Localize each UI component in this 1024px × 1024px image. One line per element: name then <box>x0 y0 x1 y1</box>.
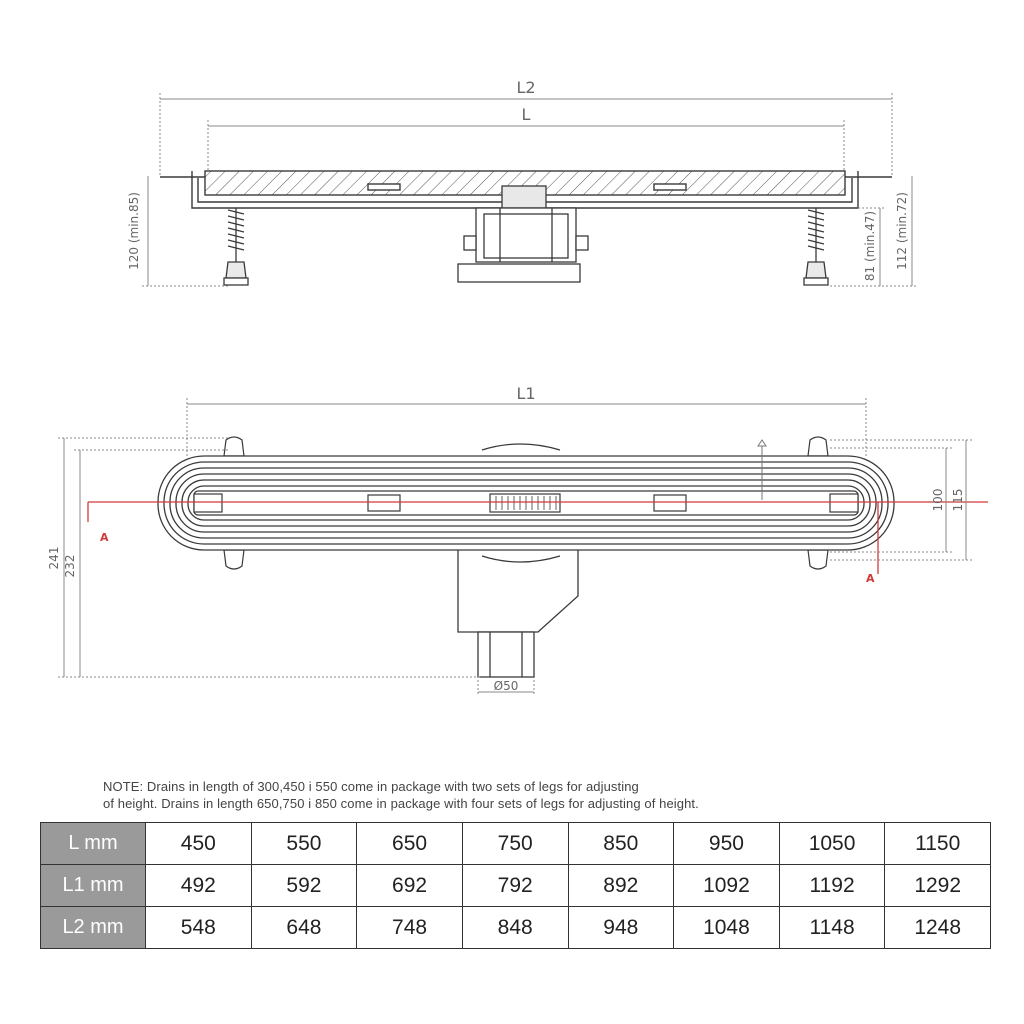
table-cell: 848 <box>462 907 568 949</box>
dimension-l1-label: L1 <box>516 384 536 403</box>
dimension-outlet-label: Ø50 <box>493 679 519 693</box>
table-cell: 1050 <box>779 823 885 865</box>
section-marker-left: A <box>100 531 109 544</box>
section-view <box>127 78 918 286</box>
table-cell: 850 <box>568 823 674 865</box>
dimensions-table-body <box>41 823 991 949</box>
note <box>103 778 923 812</box>
table-cell: 892 <box>568 865 674 907</box>
table-cell: 550 <box>251 823 357 865</box>
row-header: L2 mm <box>41 907 146 949</box>
dimension-l-label: L <box>521 105 531 124</box>
right-adjustable-leg <box>804 208 828 285</box>
table-cell: 548 <box>146 907 252 949</box>
table-cell: 1148 <box>779 907 885 949</box>
dimension-l1 <box>187 398 866 456</box>
table-cell: 748 <box>357 907 463 949</box>
table-row <box>41 823 991 865</box>
table-cell: 450 <box>146 823 252 865</box>
table-cell: 1248 <box>885 907 991 949</box>
table-cell: 692 <box>357 865 463 907</box>
table-cell: 792 <box>462 865 568 907</box>
note-line-1: NOTE: Drains in length of 300,450 i 550 come in package with two sets of legs for adjusting <box>103 779 639 794</box>
dimension-right-inner-plan-label: 100 <box>931 488 945 512</box>
table-row <box>41 865 991 907</box>
row-header: L1 mm <box>41 865 146 907</box>
table-cell: 648 <box>251 907 357 949</box>
table-cell: 592 <box>251 865 357 907</box>
table-cell: 750 <box>462 823 568 865</box>
dimension-l <box>208 120 844 170</box>
table-row <box>41 907 991 949</box>
table-cell: 948 <box>568 907 674 949</box>
dimensions-table <box>40 822 991 949</box>
dimension-inner-height-label: 232 <box>63 554 77 578</box>
table-cell: 492 <box>146 865 252 907</box>
row-header: L mm <box>41 823 146 865</box>
left-adjustable-leg <box>224 208 248 285</box>
table-cell: 650 <box>357 823 463 865</box>
dimension-l2-label: L2 <box>516 78 536 97</box>
table-cell: 1048 <box>674 907 780 949</box>
table-cell: 1292 <box>885 865 991 907</box>
plan-view <box>47 384 988 694</box>
dimension-right-inner-label: 81 (min.47) <box>863 210 877 282</box>
dimension-outer-height-label: 241 <box>47 546 61 570</box>
note-line-2: of height. Drains in length 650,750 i 850 come in package with four sets of legs for adjusting of height. <box>103 796 699 811</box>
table-cell: 1150 <box>885 823 991 865</box>
table-cell: 1092 <box>674 865 780 907</box>
dimension-right-outer-plan-label: 115 <box>951 488 965 512</box>
dimension-right-outer-label: 112 (min.72) <box>895 192 909 270</box>
dimension-left-height-label: 120 (min.85) <box>127 192 141 270</box>
siphon-section <box>458 186 588 282</box>
table-cell: 1192 <box>779 865 885 907</box>
section-marker-right: A <box>866 572 875 585</box>
table-cell: 950 <box>674 823 780 865</box>
